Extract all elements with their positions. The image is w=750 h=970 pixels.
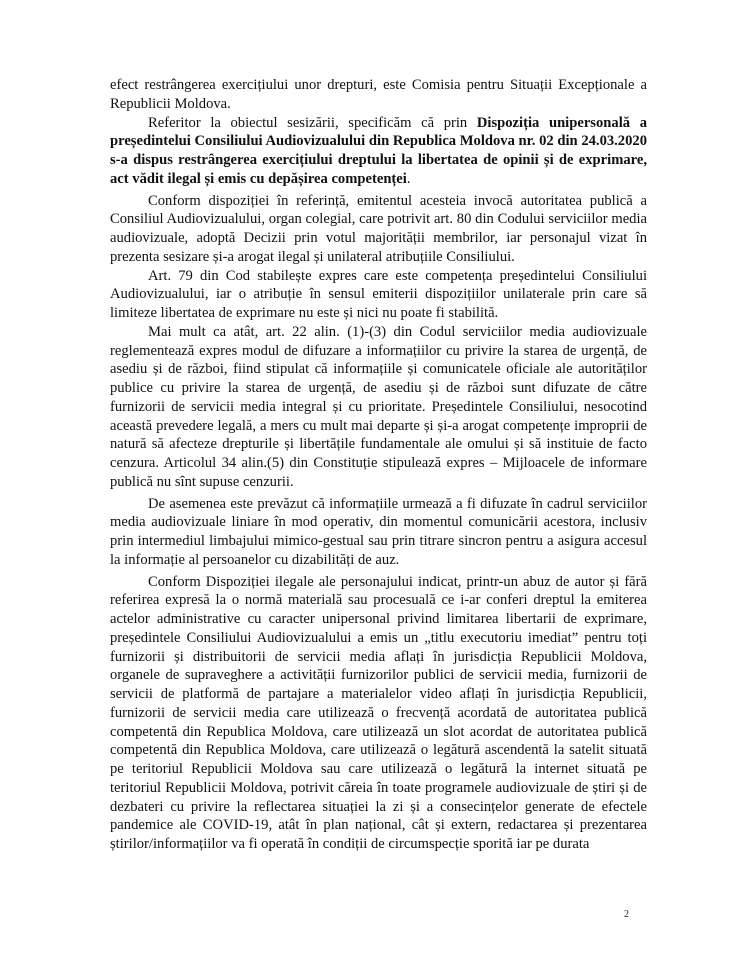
paragraph-end: . [406,170,411,187]
paragraph-de-asemenea: De asemenea este prevăzut că informațiile urmează a fi difuzate în cadrul serviciilor media audiovizuale liniare în mod operativ, din momentul comunicării acestora, inclusiv prin intermediul limbajului mimico-gestual sau prin titrare sincron pentru a asigura accesul la informație al persoanelor cu dizabilități de auz. [110,495,647,568]
paragraph-referitor [110,114,647,189]
page-number: 2 [624,909,629,920]
paragraph-dispozitie: Conform Dispoziției ilegale ale personajului indicat, printr-un abuz de autor și fără referirea expresă la o normă materială sau procesuală ce i-ar conferi dreptul la emiterea actelor administrative cu caracter unipersonal privind limitarea libertarii de exprimare, președintele Consiliului Audiovizualului a emis un „titlu executoriu imediat” pentru toți furnizorii și distribuitorii de servicii media aflați în jurisdicția Republicii Moldova, organele de supraveghere a activității furnizorilor publici de servicii media, furnizorii de servicii de platformă de partajare a materialelor video aflați în jurisdicția Republicii, furnizorii de servicii media care utilizează o frecvență acordată de autoritatea publică competentă din Republica Moldova, care utilizează un slot acordat de autoritatea publică competentă din Republica Moldova, care utilizează o legătură ascendentă la satelit situată pe teritoriul Republicii Moldova sau care utilizează o legătură la internet situată pe teritoriul Republicii Moldova, potrivit căreia în toate programele audiovizuale de știri și de dezbateri cu privire la reflectarea situației la zi și a consecințelor generate de efectele pandemice ale COVID-19, atât în plan național, cât și extern, redactarea și prezentarea știrilor/informațiilor va fi operată în condiții de circumspecție sporită iar pe durata [110,573,647,852]
paragraph-art79: Art. 79 din Cod stabilește expres care este competența președintelui Consiliului Audiovizualului, iar o atribuție în sensul emiterii dispozițiilor unilaterale prin care să limiteze libertatea de exprimare nu este și nici nu poate fi stabilită. [110,267,647,321]
bold-emphasis: Dispoziția unipersonală a președintelui Consiliului Audiovizualului din Republica Moldova nr. 02 din 24.03.2020 s-a dispus restrângerea exercițiului dreptului la libertatea de opinii și de exprimare, act vădit ilegal și emis cu depășirea competenței [110,114,647,187]
paragraph-continued: efect restrângerea exercițiului unor drepturi, este Comisia pentru Situații Excepționale a Republicii Moldova. [110,77,647,112]
paragraph-mai-mult: Mai mult ca atât, art. 22 alin. (1)-(3) din Codul serviciilor media audiovizuale reglementează expres modul de difuzare a informațiilor cu privire la starea de urgență, de asediu și de război, fiind stipulat că informațiile și comunicatele oficiale ale autorităților publice cu privire la starea de urgență, de asediu și de război sunt difuzate de către furnizorii de servicii media integral și cu prioritate. Președintele Consiliului, nesocotind această prevedere legală, a mers cu mult mai departe și și-a arogat competențe improprii de natură să afecteze drepturile și libertățile fundamentale ale omului și să instituie de facto cenzura. Articolul 34 alin.(5) din Constituție stipulează expres – Mijloacele de informare publică nu sînt supuse cenzurii. [110,323,647,490]
document-body [110,76,647,854]
paragraph-conform: Conform dispoziției în referință, emitentul acesteia invocă autoritatea publică a Consiliul Audiovizualului, organ colegial, care potrivit art. 80 din Codului serviciilor media audiovizuale, adoptă Decizii prin votul majorității membrilor, iar personajul vizat în prezenta sesizare și-a arogat ilegal și unilateral atribuțiile Consiliului. [110,192,647,265]
paragraph-text: Referitor la obiectul sesizării, specificăm că prin [148,114,477,131]
